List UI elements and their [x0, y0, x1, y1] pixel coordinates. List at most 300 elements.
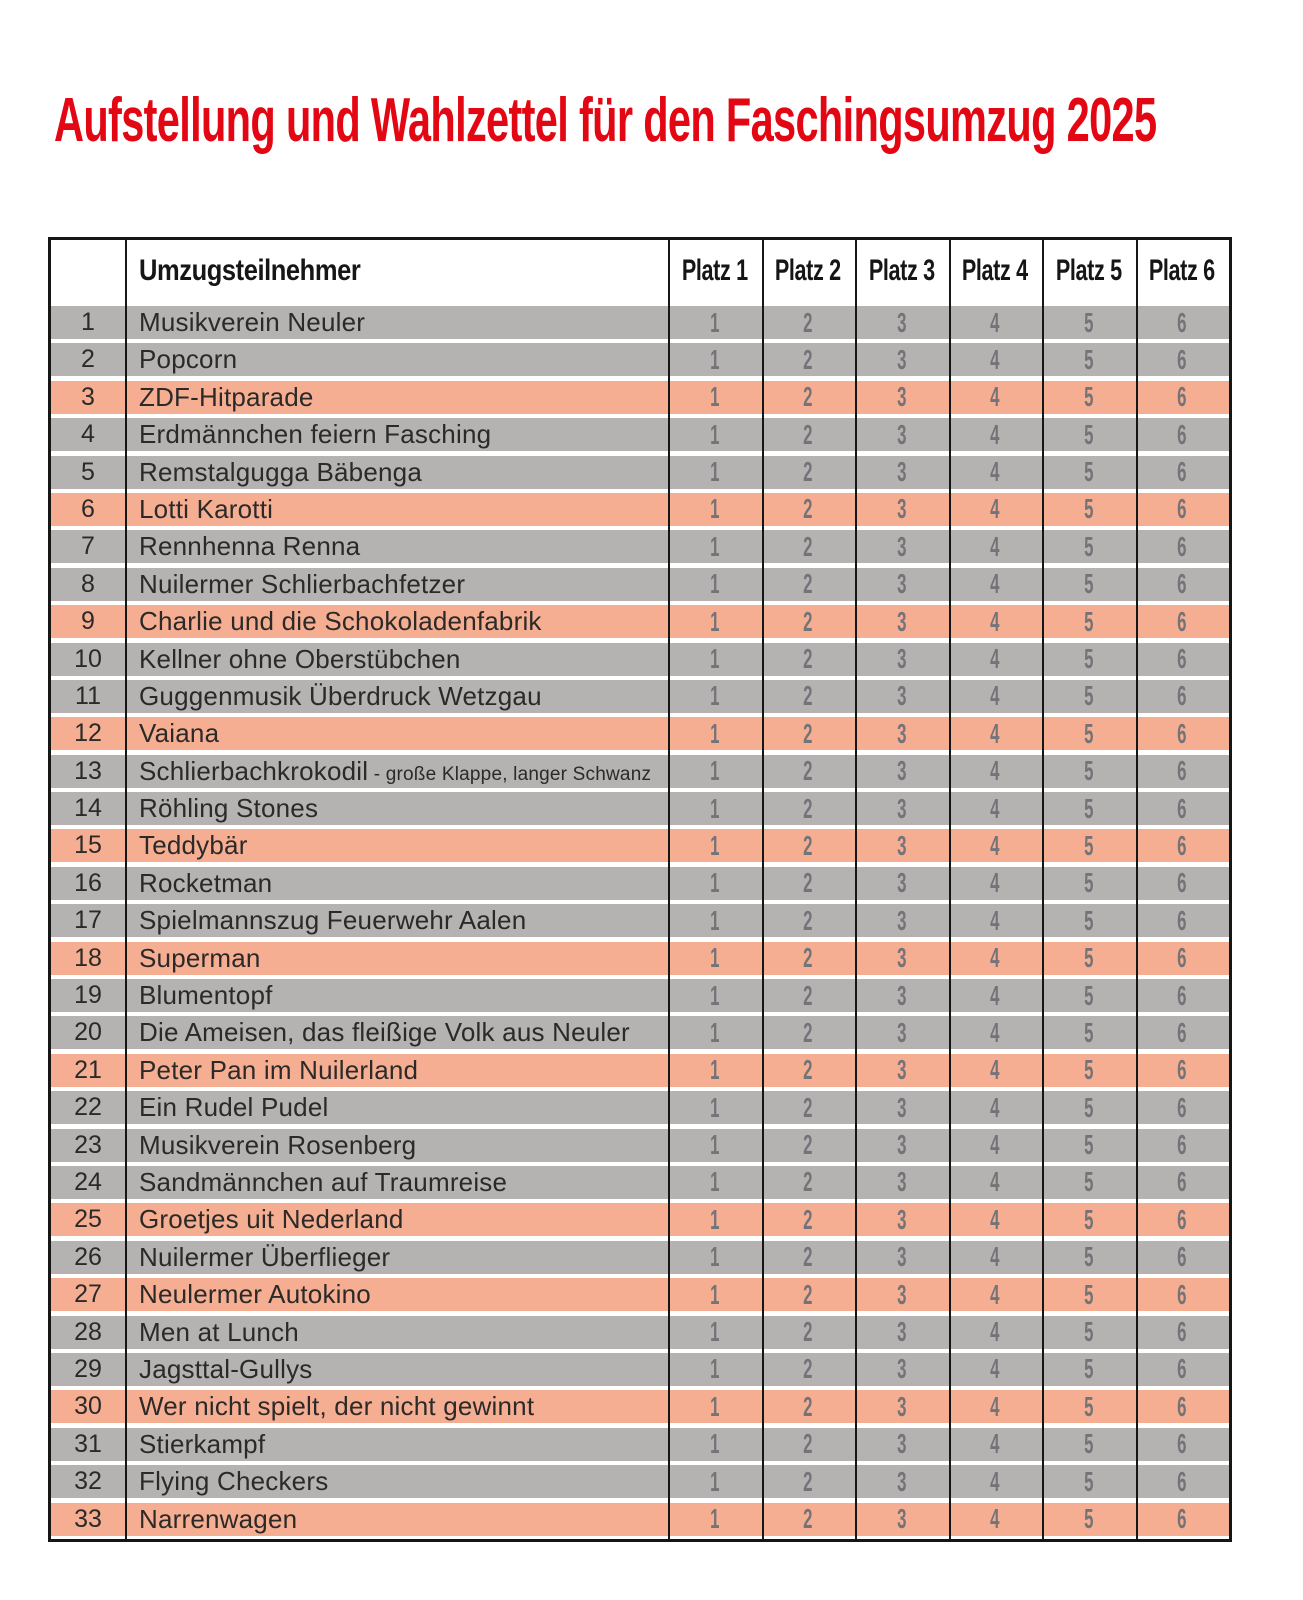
platz-vote-cell	[668, 755, 762, 787]
participant-name-text: Musikverein Rosenberg	[139, 1129, 417, 1160]
platz-vote-number: 3	[897, 979, 907, 1011]
platz-vote-cell	[855, 867, 949, 899]
row-number: 9	[81, 607, 95, 636]
participant-name	[125, 307, 668, 338]
platz-vote-cell	[1042, 867, 1136, 899]
platz-vote-number: 6	[1177, 680, 1187, 712]
participant-name	[125, 569, 668, 600]
platz-vote-number: 4	[990, 493, 1000, 525]
platz-vote-number: 1	[710, 1091, 720, 1123]
platz-vote-cell	[762, 456, 856, 488]
platz-vote-number: 3	[897, 1054, 907, 1086]
row-number: 5	[81, 457, 95, 486]
platz-vote-cell	[668, 1428, 762, 1460]
row-number: 1	[81, 308, 95, 336]
platz-vote-number: 1	[710, 867, 720, 899]
platz-vote-cell	[668, 830, 762, 862]
platz-vote-number: 3	[897, 867, 907, 899]
platz-vote-cell	[668, 1316, 762, 1348]
platz-vote-cell	[668, 1017, 762, 1049]
column-header-platz-label: Platz 1	[681, 254, 748, 287]
participant-name-suffix: - große Klappe, langer Schwanz	[368, 763, 652, 785]
platz-vote-cell	[949, 718, 1043, 750]
platz-vote-number: 4	[990, 306, 1000, 338]
table-row	[51, 1465, 1229, 1498]
platz-vote-number: 5	[1084, 1390, 1094, 1422]
platz-vote-number: 3	[897, 1091, 907, 1123]
platz-vote-number: 1	[710, 904, 720, 936]
platz-vote-number: 6	[1177, 1390, 1187, 1422]
platz-vote-number: 1	[710, 1166, 720, 1198]
platz-vote-cell	[949, 493, 1043, 525]
platz-vote-cell	[1042, 381, 1136, 413]
platz-vote-number: 4	[990, 1203, 1000, 1235]
platz-vote-number: 6	[1177, 1166, 1187, 1198]
participant-name	[125, 1055, 668, 1086]
platz-vote-number: 1	[710, 306, 720, 338]
participant-name	[125, 1017, 668, 1048]
platz-vote-number: 1	[710, 530, 720, 562]
participant-name-text: Musikverein Neuler	[139, 307, 366, 337]
platz-vote-number: 3	[897, 755, 907, 787]
platz-vote-cell	[668, 680, 762, 712]
platz-vote-number: 6	[1177, 979, 1187, 1011]
platz-vote-cell	[855, 606, 949, 638]
participant-name	[125, 1391, 668, 1422]
column-header-platz-label: Platz 3	[868, 254, 935, 287]
platz-vote-cell	[1136, 1466, 1230, 1498]
platz-vote-number: 2	[803, 418, 813, 450]
platz-vote-cell	[762, 307, 856, 339]
platz-vote-cell	[949, 755, 1043, 787]
platz-vote-cell	[949, 1503, 1043, 1535]
platz-vote-cell	[855, 1503, 949, 1535]
platz-vote-number: 5	[1084, 1054, 1094, 1086]
participant-name-text: Groetjes uit Nederland	[139, 1204, 404, 1235]
platz-vote-cell	[1042, 718, 1136, 750]
participant-name-text: Blumentopf	[139, 980, 273, 1011]
platz-vote-number: 3	[897, 942, 907, 974]
platz-vote-cell	[1136, 493, 1230, 525]
table-row	[51, 530, 1229, 563]
column-header-participants	[125, 254, 668, 288]
platz-vote-cell	[855, 643, 949, 675]
platz-vote-cell	[762, 1241, 856, 1273]
platz-vote-number: 4	[990, 643, 1000, 675]
participant-name-text: Remstalgugga Bäbenga	[139, 456, 422, 487]
platz-vote-number: 2	[803, 680, 813, 712]
platz-vote-cell	[668, 606, 762, 638]
platz-vote-number: 5	[1084, 1465, 1094, 1497]
platz-vote-cell	[1136, 1428, 1230, 1460]
platz-vote-number: 6	[1177, 1129, 1187, 1161]
platz-vote-cell	[1136, 456, 1230, 488]
participant-name	[125, 1354, 668, 1385]
table-row	[51, 306, 1229, 339]
platz-vote-cell	[855, 755, 949, 787]
platz-vote-number: 5	[1084, 1428, 1094, 1460]
platz-vote-cell	[1042, 456, 1136, 488]
platz-vote-cell	[668, 1241, 762, 1273]
platz-vote-number: 6	[1177, 1465, 1187, 1497]
platz-vote-cell	[1136, 1316, 1230, 1348]
participant-name-text: Narrenwagen	[139, 1503, 298, 1534]
platz-vote-number: 4	[990, 942, 1000, 974]
platz-vote-cell	[1042, 1391, 1136, 1423]
platz-vote-cell	[668, 643, 762, 675]
platz-vote-cell	[855, 1204, 949, 1236]
platz-vote-cell	[949, 381, 1043, 413]
participant-name-text: Erdmännchen feiern Fasching	[139, 419, 492, 450]
platz-vote-cell	[1136, 606, 1230, 638]
platz-vote-cell	[949, 1353, 1043, 1385]
platz-vote-number: 3	[897, 1203, 907, 1235]
platz-vote-number: 2	[803, 343, 813, 375]
platz-vote-cell	[1136, 980, 1230, 1012]
row-number: 6	[81, 494, 95, 523]
platz-vote-number: 3	[897, 493, 907, 525]
platz-vote-cell	[1042, 793, 1136, 825]
row-number: 11	[75, 681, 101, 710]
platz-vote-number: 4	[990, 1428, 1000, 1460]
platz-vote-number: 1	[710, 717, 720, 749]
platz-vote-cell	[1042, 1428, 1136, 1460]
table-row	[51, 717, 1229, 750]
platz-vote-number: 3	[897, 1353, 907, 1385]
platz-vote-cell	[855, 1092, 949, 1124]
platz-vote-number: 3	[897, 306, 907, 338]
platz-vote-cell	[855, 1391, 949, 1423]
platz-vote-cell	[949, 1241, 1043, 1273]
platz-vote-cell	[762, 942, 856, 974]
platz-vote-cell	[762, 1054, 856, 1086]
table-row	[51, 1390, 1229, 1423]
platz-vote-number: 2	[803, 904, 813, 936]
platz-vote-cell	[855, 1054, 949, 1086]
participant-name	[125, 1092, 668, 1123]
platz-vote-number: 2	[803, 530, 813, 562]
platz-vote-number: 5	[1084, 1353, 1094, 1385]
platz-vote-number: 6	[1177, 1054, 1187, 1086]
platz-vote-number: 4	[990, 680, 1000, 712]
platz-vote-number: 1	[710, 1241, 720, 1273]
platz-vote-cell	[668, 307, 762, 339]
platz-vote-number: 3	[897, 643, 907, 675]
platz-vote-number: 1	[710, 643, 720, 675]
participant-name	[125, 681, 668, 712]
participant-name-text: Die Ameisen, das fleißige Volk aus Neuler	[139, 1017, 630, 1048]
platz-vote-cell	[949, 344, 1043, 376]
row-number: 4	[81, 420, 95, 449]
platz-vote-cell	[949, 942, 1043, 974]
platz-vote-cell	[762, 680, 856, 712]
platz-vote-cell	[949, 680, 1043, 712]
table-row	[51, 1316, 1229, 1349]
participant-name-text: Men at Lunch	[139, 1316, 299, 1347]
table-row	[51, 942, 1229, 975]
platz-vote-number: 6	[1177, 1203, 1187, 1235]
platz-vote-number: 2	[803, 306, 813, 338]
platz-vote-cell	[668, 493, 762, 525]
participant-name-text: ZDF-Hitparade	[139, 381, 314, 412]
platz-vote-number: 2	[803, 1278, 813, 1310]
platz-vote-cell	[1042, 680, 1136, 712]
platz-vote-number: 1	[710, 942, 720, 974]
platz-vote-number: 5	[1084, 680, 1094, 712]
platz-vote-cell	[1042, 1092, 1136, 1124]
platz-vote-cell	[855, 830, 949, 862]
platz-vote-cell	[1042, 643, 1136, 675]
platz-vote-number: 2	[803, 1353, 813, 1385]
table-row	[51, 456, 1229, 489]
platz-vote-number: 4	[990, 979, 1000, 1011]
platz-vote-cell	[668, 1353, 762, 1385]
platz-vote-cell	[762, 1129, 856, 1161]
platz-vote-cell	[1042, 830, 1136, 862]
platz-vote-number: 6	[1177, 717, 1187, 749]
platz-vote-cell	[668, 419, 762, 451]
platz-vote-number: 3	[897, 680, 907, 712]
platz-vote-number: 5	[1084, 643, 1094, 675]
platz-vote-cell	[668, 1204, 762, 1236]
participant-name	[125, 457, 668, 488]
platz-vote-number: 2	[803, 605, 813, 637]
platz-vote-cell	[1136, 942, 1230, 974]
platz-vote-number: 5	[1084, 306, 1094, 338]
platz-vote-number: 5	[1084, 530, 1094, 562]
platz-vote-cell	[668, 381, 762, 413]
platz-vote-cell	[949, 643, 1043, 675]
platz-vote-cell	[1042, 1129, 1136, 1161]
platz-vote-cell	[1136, 1054, 1230, 1086]
table-row	[51, 381, 1229, 414]
platz-vote-cell	[668, 344, 762, 376]
platz-vote-cell	[855, 1241, 949, 1273]
platz-vote-cell	[668, 1092, 762, 1124]
platz-vote-number: 4	[990, 1390, 1000, 1422]
participant-name-text: Sandmännchen auf Traumreise	[139, 1166, 508, 1197]
platz-vote-cell	[762, 1391, 856, 1423]
platz-vote-cell	[668, 456, 762, 488]
platz-vote-number: 4	[990, 418, 1000, 450]
platz-vote-cell	[1042, 531, 1136, 563]
participant-name-text: Rocketman	[139, 867, 273, 898]
platz-vote-cell	[762, 830, 856, 862]
platz-vote-cell	[855, 1466, 949, 1498]
platz-vote-number: 1	[710, 829, 720, 861]
platz-vote-cell	[949, 419, 1043, 451]
platz-vote-number: 2	[803, 1503, 813, 1534]
platz-vote-cell	[949, 1204, 1043, 1236]
platz-vote-number: 5	[1084, 1091, 1094, 1123]
table-row	[51, 568, 1229, 601]
platz-vote-number: 3	[897, 343, 907, 375]
participant-name-text: Charlie und die Schokoladenfabrik	[139, 606, 542, 637]
participant-name-text: Kellner ohne Oberstübchen	[139, 643, 461, 674]
platz-vote-cell	[762, 344, 856, 376]
platz-vote-number: 2	[803, 1316, 813, 1348]
platz-vote-number: 3	[897, 1166, 907, 1198]
platz-vote-cell	[668, 1279, 762, 1311]
platz-vote-number: 4	[990, 1353, 1000, 1385]
participant-name	[125, 1204, 668, 1235]
platz-vote-number: 1	[710, 493, 720, 525]
platz-vote-number: 4	[990, 829, 1000, 861]
participant-name-text: Rennhenna Renna	[139, 531, 361, 562]
platz-vote-cell	[949, 1279, 1043, 1311]
platz-vote-number: 2	[803, 829, 813, 861]
participant-name	[125, 419, 668, 450]
platz-vote-cell	[949, 1428, 1043, 1460]
platz-vote-number: 5	[1084, 867, 1094, 899]
platz-vote-number: 3	[897, 1465, 907, 1497]
platz-vote-number: 4	[990, 1129, 1000, 1161]
platz-vote-number: 2	[803, 1428, 813, 1460]
platz-vote-cell	[762, 643, 856, 675]
platz-vote-number: 1	[710, 1353, 720, 1385]
platz-vote-number: 3	[897, 456, 907, 488]
platz-vote-number: 5	[1084, 1129, 1094, 1161]
platz-vote-number: 3	[897, 1016, 907, 1048]
platz-vote-number: 2	[803, 381, 813, 413]
platz-vote-cell	[762, 606, 856, 638]
platz-vote-cell	[855, 1166, 949, 1198]
platz-vote-cell	[1136, 755, 1230, 787]
platz-vote-number: 6	[1177, 605, 1187, 637]
platz-vote-cell	[855, 307, 949, 339]
platz-vote-number: 4	[990, 1054, 1000, 1086]
row-number: 30	[74, 1392, 102, 1421]
platz-vote-cell	[1042, 419, 1136, 451]
row-number: 25	[74, 1205, 102, 1234]
platz-vote-number: 6	[1177, 343, 1187, 375]
platz-vote-number: 4	[990, 343, 1000, 375]
platz-vote-cell	[949, 867, 1043, 899]
platz-vote-number: 2	[803, 942, 813, 974]
platz-vote-number: 5	[1084, 1241, 1094, 1273]
platz-vote-cell	[1042, 905, 1136, 937]
platz-vote-number: 4	[990, 456, 1000, 488]
platz-vote-number: 6	[1177, 381, 1187, 413]
platz-vote-cell	[762, 1428, 856, 1460]
ballot-table	[48, 237, 1232, 1542]
platz-vote-cell	[668, 867, 762, 899]
platz-vote-number: 6	[1177, 568, 1187, 600]
platz-vote-number: 2	[803, 717, 813, 749]
platz-vote-number: 5	[1084, 456, 1094, 488]
participant-name	[125, 1429, 668, 1460]
table-row	[51, 867, 1229, 900]
platz-vote-number: 4	[990, 1278, 1000, 1310]
platz-vote-number: 2	[803, 1166, 813, 1198]
platz-vote-cell	[1136, 680, 1230, 712]
platz-vote-cell	[1136, 1279, 1230, 1311]
platz-vote-cell	[1042, 1466, 1136, 1498]
platz-vote-cell	[855, 1353, 949, 1385]
platz-vote-number: 5	[1084, 568, 1094, 600]
platz-vote-number: 6	[1177, 1016, 1187, 1048]
platz-vote-number: 6	[1177, 942, 1187, 974]
platz-vote-cell	[1042, 1017, 1136, 1049]
platz-vote-number: 2	[803, 568, 813, 600]
participant-name	[125, 382, 668, 413]
platz-vote-cell	[1042, 755, 1136, 787]
platz-vote-number: 6	[1177, 1316, 1187, 1348]
platz-vote-cell	[855, 980, 949, 1012]
platz-vote-cell	[855, 942, 949, 974]
platz-vote-number: 4	[990, 1016, 1000, 1048]
participant-name-text: Nuilermer Überflieger	[139, 1241, 391, 1272]
platz-vote-number: 5	[1084, 904, 1094, 936]
platz-vote-number: 4	[990, 1166, 1000, 1198]
participant-name	[125, 1317, 668, 1348]
platz-vote-cell	[1042, 942, 1136, 974]
participant-name	[125, 943, 668, 974]
platz-vote-number: 1	[710, 1503, 720, 1534]
platz-vote-cell	[1136, 1353, 1230, 1385]
platz-vote-number: 3	[897, 792, 907, 824]
column-header-platz	[668, 254, 762, 288]
row-number: 14	[74, 794, 102, 823]
platz-vote-number: 3	[897, 1390, 907, 1422]
platz-vote-number: 3	[897, 904, 907, 936]
platz-vote-cell	[1136, 1391, 1230, 1423]
platz-vote-number: 1	[710, 381, 720, 413]
column-header-participants-label: Umzugsteilnehmer	[139, 254, 361, 287]
platz-vote-number: 3	[897, 381, 907, 413]
platz-vote-cell	[1042, 1316, 1136, 1348]
platz-vote-cell	[855, 1316, 949, 1348]
platz-vote-number: 4	[990, 792, 1000, 824]
platz-vote-number: 5	[1084, 755, 1094, 787]
platz-vote-cell	[949, 1466, 1043, 1498]
platz-vote-number: 4	[990, 381, 1000, 413]
platz-vote-cell	[762, 905, 856, 937]
platz-vote-cell	[762, 419, 856, 451]
platz-vote-cell	[1042, 1241, 1136, 1273]
platz-vote-cell	[949, 1391, 1043, 1423]
platz-vote-cell	[1136, 1503, 1230, 1535]
platz-vote-number: 3	[897, 1316, 907, 1348]
platz-vote-number: 1	[710, 343, 720, 375]
platz-vote-number: 6	[1177, 1091, 1187, 1123]
platz-vote-number: 6	[1177, 1278, 1187, 1310]
platz-vote-number: 1	[710, 755, 720, 787]
table-row	[51, 1353, 1229, 1386]
platz-vote-number: 5	[1084, 605, 1094, 637]
platz-vote-cell	[855, 793, 949, 825]
platz-vote-number: 6	[1177, 1241, 1187, 1273]
column-header-platz	[1042, 254, 1136, 288]
platz-vote-cell	[1136, 1241, 1230, 1273]
row-number: 3	[81, 382, 95, 411]
platz-vote-cell	[762, 1166, 856, 1198]
platz-vote-number: 1	[710, 792, 720, 824]
participant-name	[125, 756, 668, 787]
platz-vote-cell	[855, 1428, 949, 1460]
platz-vote-cell	[762, 1204, 856, 1236]
platz-vote-number: 3	[897, 568, 907, 600]
platz-vote-number: 5	[1084, 1316, 1094, 1348]
participant-name-text: Neulermer Autokino	[139, 1279, 371, 1310]
platz-vote-cell	[855, 568, 949, 600]
platz-vote-number: 5	[1084, 1166, 1094, 1198]
platz-vote-number: 5	[1084, 717, 1094, 749]
platz-vote-number: 4	[990, 1503, 1000, 1534]
participant-name	[125, 1130, 668, 1161]
participant-name-text: Peter Pan im Nuilerland	[139, 1054, 419, 1085]
column-header-platz	[1136, 254, 1230, 288]
